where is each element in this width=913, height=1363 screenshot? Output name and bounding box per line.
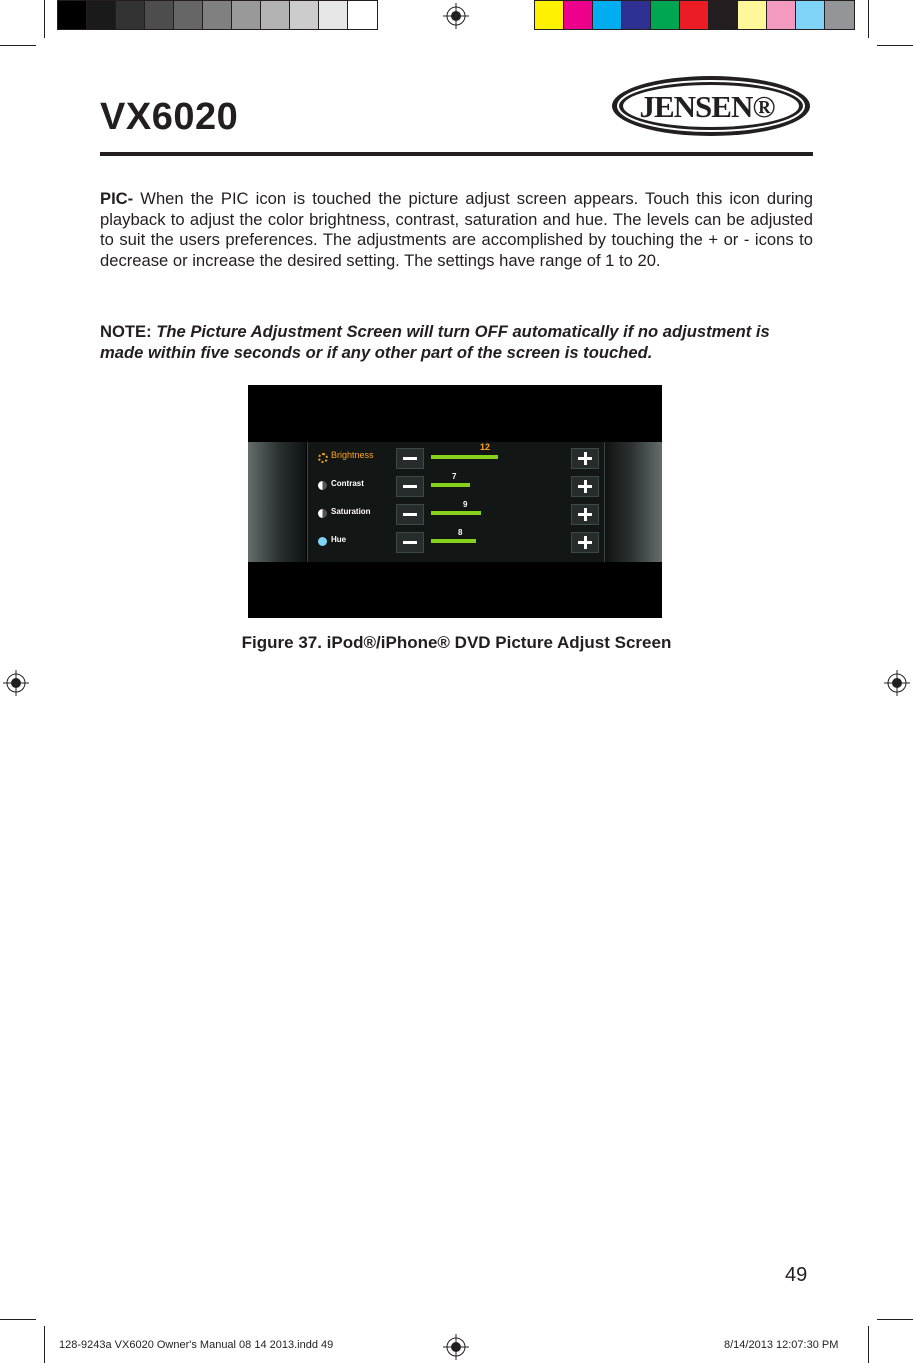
setting-label: Brightness <box>331 450 374 460</box>
color-swatch <box>825 1 854 29</box>
increase-button[interactable] <box>571 448 599 469</box>
header-rule <box>100 152 813 156</box>
color-swatch <box>203 1 232 29</box>
color-swatch <box>348 1 377 29</box>
color-swatch <box>116 1 145 29</box>
note-paragraph <box>100 322 813 363</box>
crop-mark <box>868 0 869 38</box>
color-swatch <box>709 1 738 29</box>
level-value: 9 <box>463 500 468 509</box>
pic-text: When the PIC icon is touched the picture adjust screen appears. Touch this icon during playback to adjust the color brightness, contrast, saturation and hue. The levels can be adjusted to suit the users preferences. The adjustments are accomplished by touching the + or - icons to decrease or increase the desired setting. The settings have range of 1 to 20. <box>100 189 813 270</box>
setting-row-contrast <box>308 473 604 501</box>
setting-label: Contrast <box>331 479 364 488</box>
sun-icon <box>318 453 328 463</box>
level-value: 8 <box>458 528 463 537</box>
color-swatch <box>796 1 825 29</box>
page-number: 49 <box>785 1264 808 1286</box>
decrease-button[interactable] <box>396 532 424 553</box>
setting-row-saturation <box>308 501 604 529</box>
figure-caption: Figure 37. iPod®/iPhone® DVD Picture Adjust Screen <box>241 633 672 652</box>
color-swatch <box>738 1 767 29</box>
registration-mark-icon <box>443 1334 469 1360</box>
setting-label: Hue <box>331 535 347 544</box>
color-swatch <box>767 1 796 29</box>
crop-mark <box>0 45 36 46</box>
color-swatch <box>290 1 319 29</box>
color-swatch <box>232 1 261 29</box>
slug-file-info: 128-9243a VX6020 Owner's Manual 08 14 2013.indd 49 <box>59 1339 334 1351</box>
color-swatch <box>319 1 348 29</box>
slug-date-info: 8/14/2013 12:07:30 PM <box>724 1339 839 1351</box>
color-swatch <box>651 1 680 29</box>
color-swatch <box>58 1 87 29</box>
crop-mark <box>877 1319 913 1320</box>
crop-mark <box>44 1326 45 1363</box>
decrease-button[interactable] <box>396 476 424 497</box>
crop-mark <box>877 45 913 46</box>
contrast-icon <box>318 481 327 490</box>
level-bar <box>431 511 481 515</box>
left-side-graphic <box>248 442 306 562</box>
jensen-logo <box>610 74 812 138</box>
pic-label: PIC- <box>100 189 134 208</box>
registration-mark-icon <box>443 3 469 29</box>
color-swatch <box>680 1 709 29</box>
color-swatch-bar <box>534 0 855 30</box>
logo-text: JENSEN® <box>639 89 775 124</box>
note-text: The Picture Adjustment Screen will turn OFF automatically if no adjustment is made within five seconds or if any other part of the screen is touched. <box>100 322 770 362</box>
color-swatch <box>87 1 116 29</box>
registration-mark-icon <box>3 670 29 696</box>
color-swatch <box>593 1 622 29</box>
increase-button[interactable] <box>571 532 599 553</box>
color-swatch <box>174 1 203 29</box>
pic-paragraph <box>100 189 813 271</box>
increase-button[interactable] <box>571 504 599 525</box>
level-value: 12 <box>480 442 491 452</box>
crop-mark <box>868 1326 869 1363</box>
picture-adjust-screenshot <box>248 385 662 618</box>
adjust-panel <box>307 442 605 562</box>
decrease-button[interactable] <box>396 504 424 525</box>
color-swatch <box>535 1 564 29</box>
level-bar <box>431 455 498 459</box>
color-swatch <box>564 1 593 29</box>
hue-icon <box>318 537 327 546</box>
color-swatch <box>261 1 290 29</box>
color-swatch <box>145 1 174 29</box>
level-bar <box>431 483 470 487</box>
decrease-button[interactable] <box>396 448 424 469</box>
color-swatch <box>622 1 651 29</box>
setting-label: Saturation <box>331 507 371 516</box>
crop-mark <box>44 0 45 38</box>
setting-row-hue <box>308 529 604 557</box>
setting-row-brightness <box>308 442 604 473</box>
saturation-icon <box>318 509 327 518</box>
increase-button[interactable] <box>571 476 599 497</box>
model-title: VX6020 <box>100 96 239 138</box>
level-bar <box>431 539 476 543</box>
level-value: 7 <box>452 472 457 481</box>
gray-swatch-bar <box>57 0 378 30</box>
registration-mark-icon <box>884 670 910 696</box>
note-label: NOTE: <box>100 322 152 341</box>
right-side-graphic <box>604 442 662 562</box>
crop-mark <box>0 1319 36 1320</box>
